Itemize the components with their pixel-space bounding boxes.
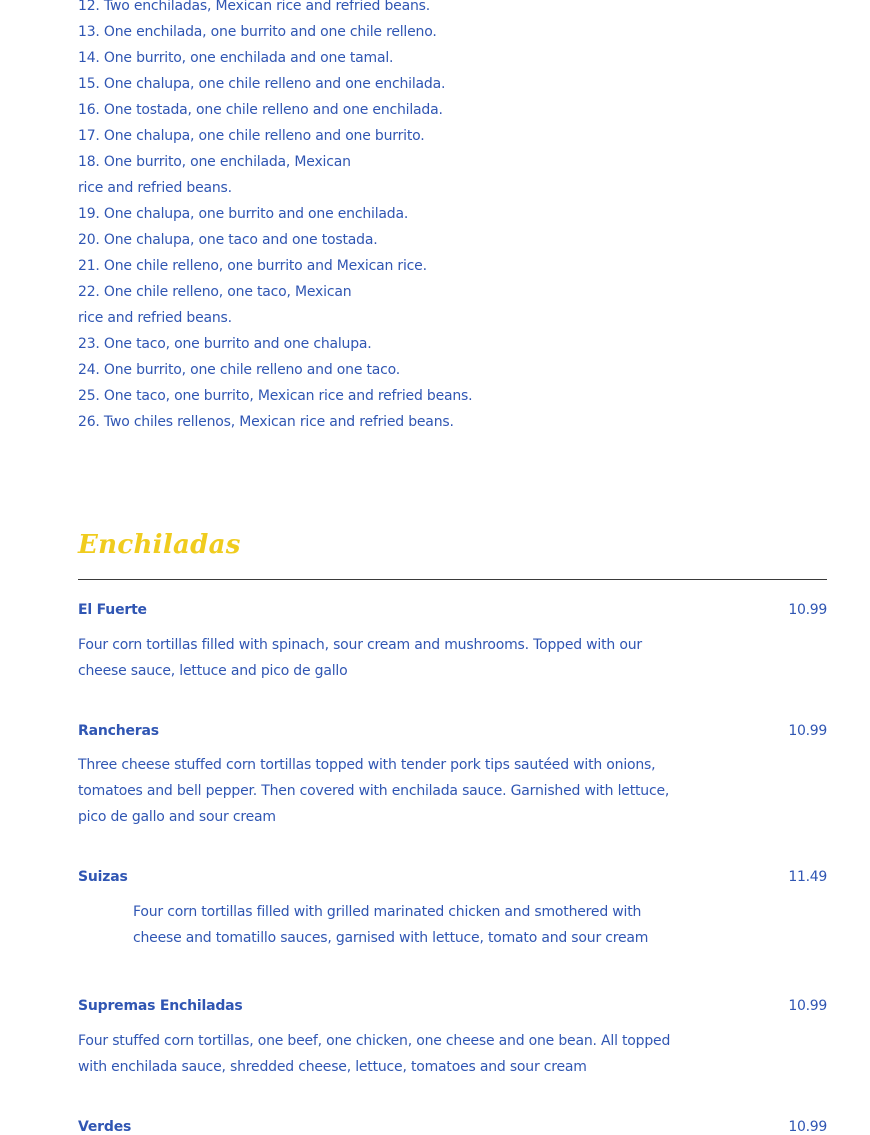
menu-item-price: 10.99 [788, 1119, 827, 1135]
section-title: Enchiladas [78, 530, 241, 560]
combo-item: 13. One enchilada, one burrito and one chile relleno. [78, 24, 437, 40]
combo-item: rice and refried beans. [78, 310, 232, 326]
menu-item-description: Four corn tortillas filled with spinach, sour cream and mushrooms. Topped with our cheese sauce, lettuce and pico de gallo [78, 637, 642, 679]
menu-item-name: Verdes [78, 1119, 132, 1135]
combo-item: 19. One chalupa, one burrito and one enchilada. [78, 206, 409, 222]
combo-item: 12. Two enchiladas, Mexican rice and refried beans. [78, 0, 430, 14]
combo-item: 25. One taco, one burrito, Mexican rice and refried beans. [78, 388, 473, 404]
menu-item-description: Four corn tortillas filled with grilled marinated chicken and smothered with cheese and tomatillo sauces, garnised with lettuce, tomato and sour cream [133, 904, 649, 946]
combo-item: 15. One chalupa, one chile relleno and one enchilada. [78, 76, 446, 92]
combo-item: rice and refried beans. [78, 180, 232, 196]
combo-item: 22. One chile relleno, one taco, Mexican [78, 284, 352, 300]
menu-item-price: 11.49 [788, 869, 827, 885]
combo-item: 18. One burrito, one enchilada, Mexican [78, 154, 351, 170]
menu-item-price: 10.99 [788, 602, 827, 618]
menu-item-price: 10.99 [788, 723, 827, 739]
combo-item: 20. One chalupa, one taco and one tostada. [78, 232, 378, 248]
combo-item: 14. One burrito, one enchilada and one tamal. [78, 50, 394, 66]
menu-item-description: Four stuffed corn tortillas, one beef, one chicken, one cheese and one bean. All topped with enchilada sauce, shredded cheese, lettuce, tomatoes and sour cream [78, 1033, 671, 1075]
combo-item: 23. One taco, one burrito and one chalupa. [78, 336, 372, 352]
combo-item: 26. Two chiles rellenos, Mexican rice and refried beans. [78, 414, 454, 430]
combo-item: 24. One burrito, one chile relleno and one taco. [78, 362, 401, 378]
menu-item-price: 10.99 [788, 998, 827, 1014]
combo-item: 16. One tostada, one chile relleno and one enchilada. [78, 102, 443, 118]
combo-list [78, 0, 778, 435]
menu-item-description: Three cheese stuffed corn tortillas topped with tender pork tips sautéed with onions, tomatoes and bell pepper. Then covered with enchilada sauce. Garnished with lettuce, pico de gallo and sour cream [78, 757, 670, 825]
combo-item: 17. One chalupa, one chile relleno and one burrito. [78, 128, 425, 144]
menu-item-name: Suizas [78, 869, 128, 885]
menu-item-name: Supremas Enchiladas [78, 998, 243, 1014]
menu-item-name: Rancheras [78, 723, 159, 739]
combo-item: 21. One chile relleno, one burrito and Mexican rice. [78, 258, 427, 274]
section-divider [78, 579, 827, 580]
menu-item-name: El Fuerte [78, 602, 147, 618]
